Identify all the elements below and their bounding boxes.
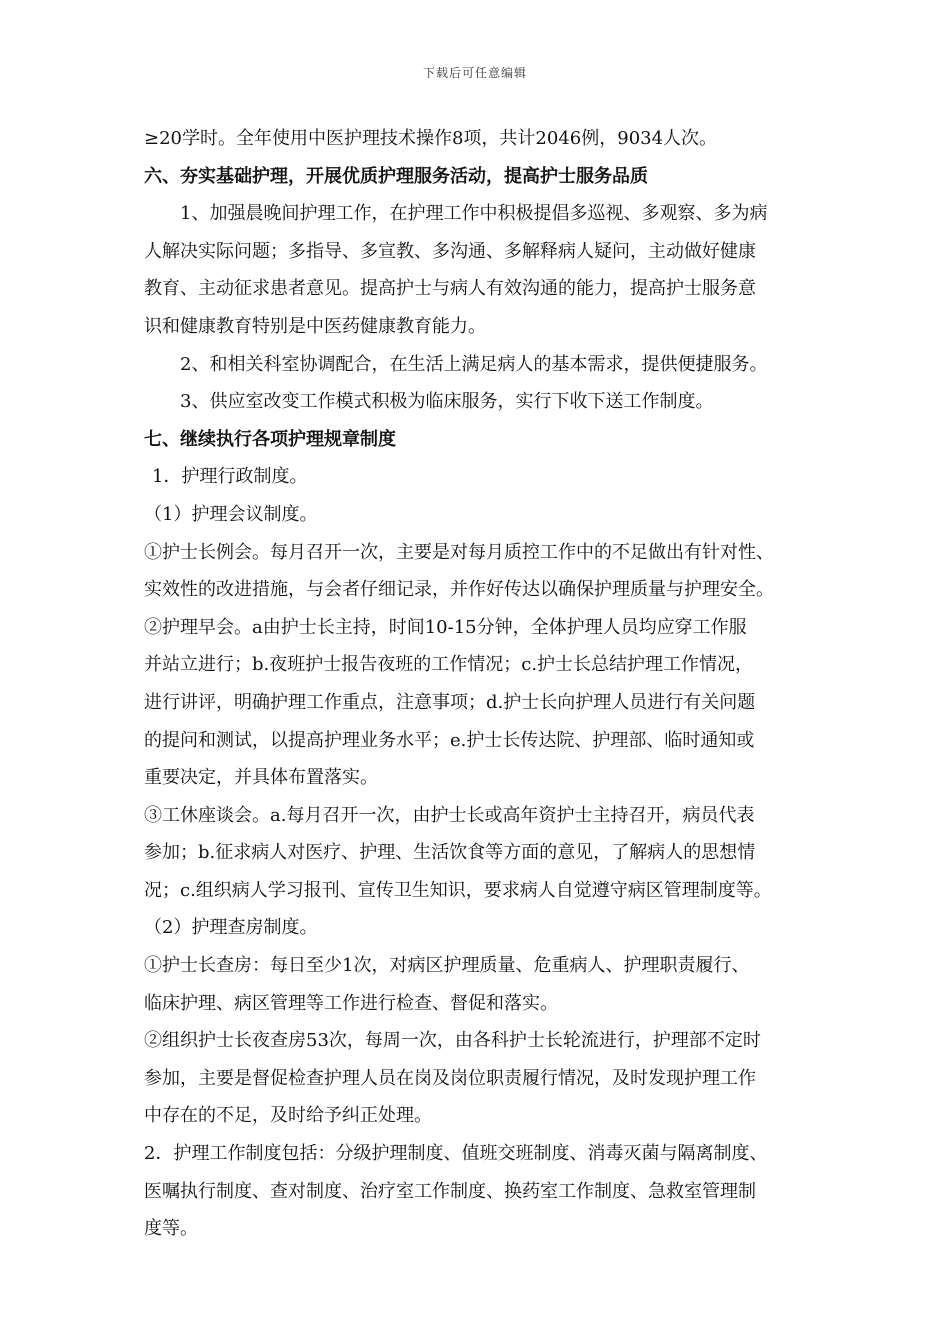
paragraph-line: ②护理早会。a由护士长主持，时间10-15分钟，全体护理人员均应穿工作服 (144, 616, 747, 638)
paragraph-line: 3、供应室改变工作模式积极为临床服务，实行下收下送工作制度。 (180, 391, 714, 413)
paragraph-line: 参加；b.征求病人对医疗、护理、生活饮食等方面的意见，了解病人的思想情 (144, 842, 756, 864)
paragraph-line: 教育、主动征求患者意见。提高护士与病人有效沟通的能力，提高护士服务意 (144, 278, 756, 300)
subsection-heading: 1．护理行政制度。 (152, 466, 308, 488)
section-heading: 六、夯实基础护理，开展优质护理服务活动，提高护士服务品质 (144, 165, 648, 187)
paragraph-line: 进行讲评，明确护理工作重点，注意事项；d.护士长向护理人员进行有关问题 (144, 691, 756, 713)
paragraph-line: 重要决定，并具体布置落实。 (144, 767, 378, 789)
paragraph-line: ②组织护士长夜查房53次，每周一次，由各科护士长轮流进行，护理部不定时 (144, 1030, 761, 1052)
paragraph-line: 并站立进行；b.夜班护士报告夜班的工作情况；c.护士长总结护理工作情况， (144, 654, 754, 676)
paragraph-line: 临床护理、病区管理等工作进行检查、督促和落实。 (144, 992, 558, 1014)
paragraph-line: 的提问和测试，以提高护理业务水平；e.护士长传达院、护理部、临时通知或 (144, 729, 755, 751)
paragraph-line: ≥20学时。全年使用中医护理技术操作8项，共计2046例，9034人次。 (144, 128, 718, 149)
paragraph-line: 2、和相关科室协调配合，在生活上满足病人的基本需求，提供便捷服务。 (180, 353, 768, 375)
paragraph-line: 中存在的不足，及时给予纠正处理。 (144, 1105, 432, 1127)
paragraph-line: 人解决实际问题；多指导、多宣教、多沟通、多解释病人疑问，主动做好健康 (144, 240, 756, 262)
document-body (144, 120, 824, 1248)
subsection-heading: （1）护理会议制度。 (144, 503, 318, 525)
subsection-heading: （2）护理查房制度。 (144, 917, 318, 939)
section-heading: 七、继续执行各项护理规章制度 (144, 428, 396, 450)
paragraph-line: 况；c.组织病人学习报刊、宣传卫生知识，要求病人自觉遵守病区管理制度等。 (144, 879, 772, 901)
page-header: 下载后可任意编辑 (422, 66, 527, 80)
paragraph-line: 医嘱执行制度、查对制度、治疗室工作制度、换药室工作制度、急救室管理制 (144, 1180, 756, 1202)
paragraph-line: ①护士长查房：每日至少1次，对病区护理质量、危重病人、护理职责履行、 (144, 955, 750, 977)
paragraph-line: 实效性的改进措施，与会者仔细记录，并作好传达以确保护理质量与护理安全。 (144, 579, 774, 601)
paragraph-line: 2．护理工作制度包括：分级护理制度、值班交班制度、消毒灭菌与隔离制度、 (144, 1143, 768, 1165)
paragraph-line: ③工休座谈会。a.每月召开一次，由护士长或高年资护士主持召开，病员代表 (144, 804, 755, 826)
paragraph-line: ①护士长例会。每月召开一次，主要是对每月质控工作中的不足做出有针对性、 (144, 541, 774, 563)
paragraph-line: 1、加强晨晚间护理工作，在护理工作中积极提倡多巡视、多观察、多为病 (180, 203, 768, 225)
paragraph-line: 度等。 (144, 1218, 198, 1240)
paragraph-line: 识和健康教育特别是中医药健康教育能力。 (144, 315, 486, 337)
paragraph-line: 参加，主要是督促检查护理人员在岗及岗位职责履行情况，及时发现护理工作 (144, 1067, 756, 1089)
